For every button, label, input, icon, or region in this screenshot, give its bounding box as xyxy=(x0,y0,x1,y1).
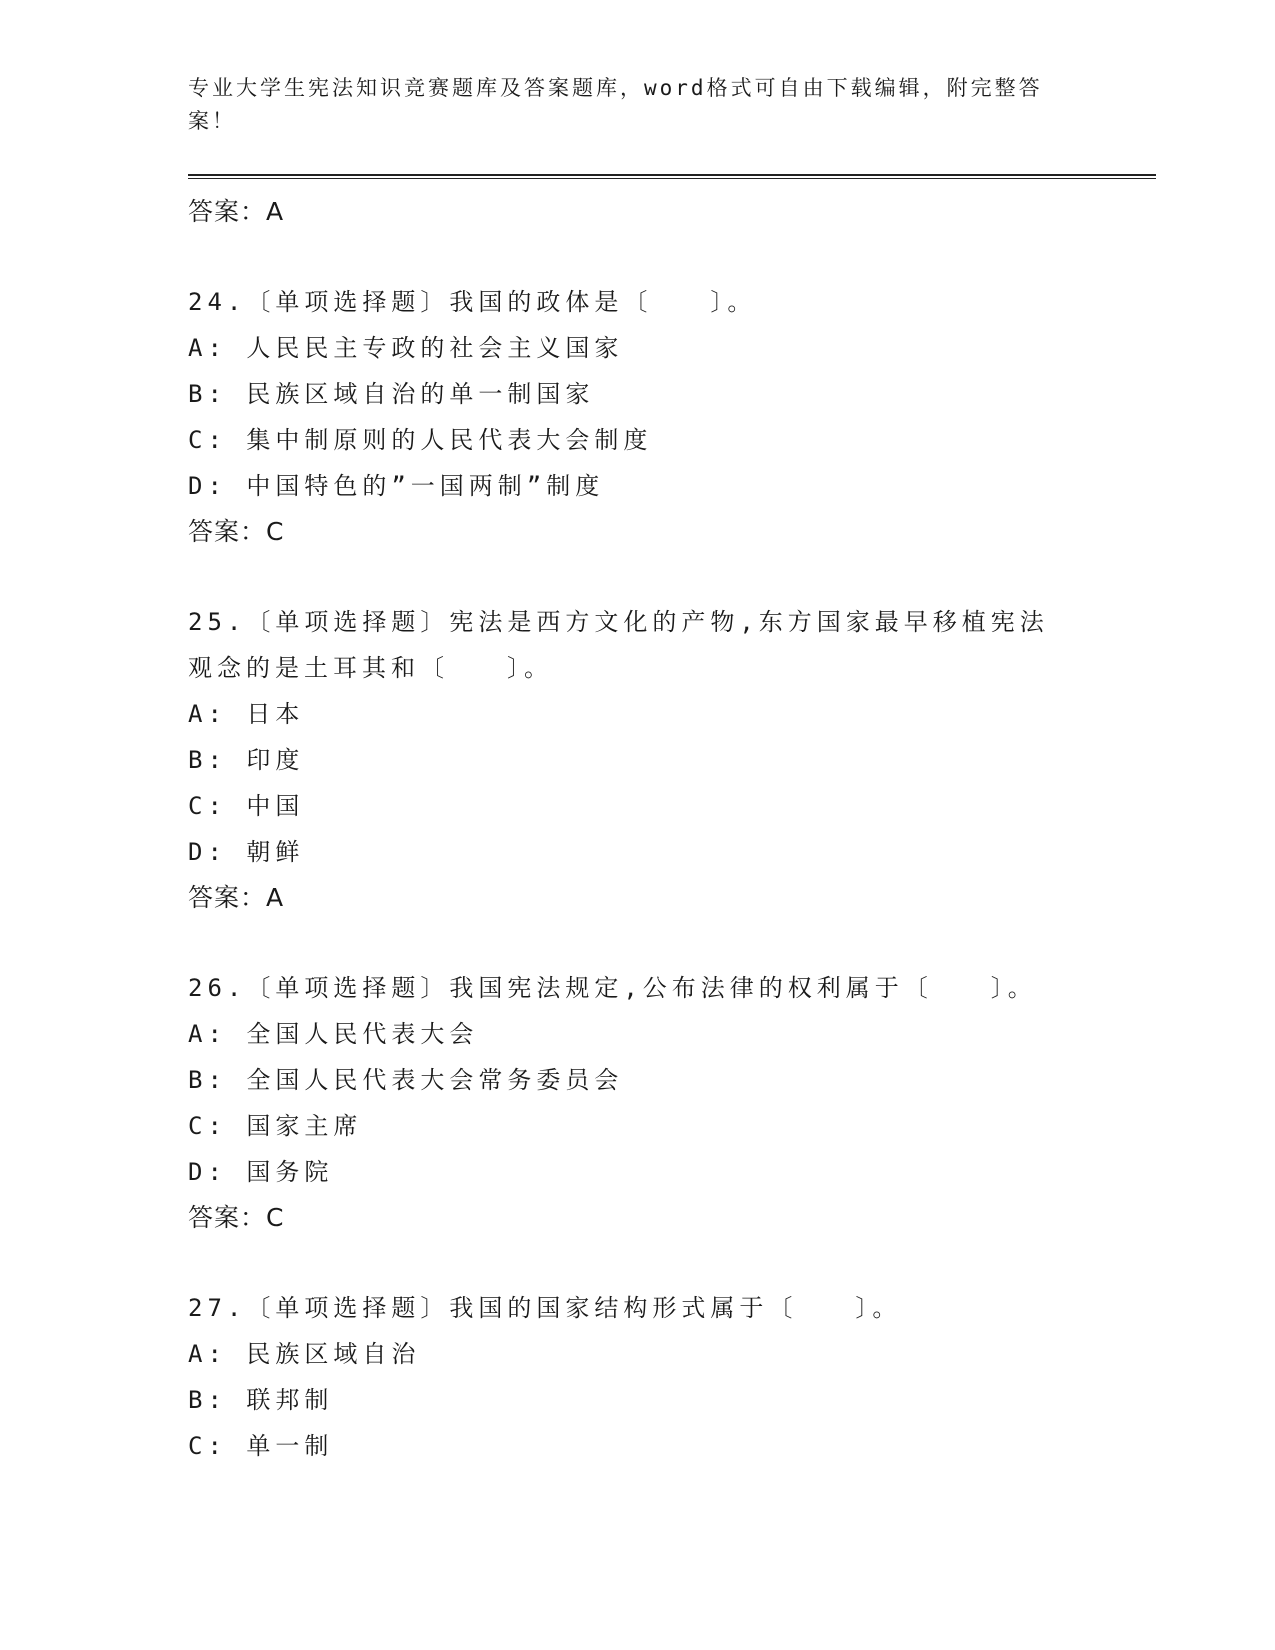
question-stem: 27.〔单项选择题〕我国的国家结构形式属于〔 〕。 xyxy=(188,1294,902,1322)
question-stem: 26.〔单项选择题〕我国宪法规定,公布法律的权利属于〔 〕。 xyxy=(188,974,1037,1002)
question-27 xyxy=(188,1285,1156,1469)
question-stem: 25.〔单项选择题〕宪法是西方文化的产物,东方国家最早移植宪法观念的是土耳其和〔 〕。 xyxy=(188,608,1049,682)
option-b: B: 印度 xyxy=(188,746,305,774)
option-c: C: 国家主席 xyxy=(188,1112,363,1140)
option-d: D: 朝鲜 xyxy=(188,838,305,866)
question-24 xyxy=(188,279,1156,555)
question-26 xyxy=(188,965,1156,1241)
option-a: A: 人民民主专政的社会主义国家 xyxy=(188,334,624,362)
option-b: B: 全国人民代表大会常务委员会 xyxy=(188,1066,624,1094)
answer-label: 答案：C xyxy=(188,517,285,546)
answer-label: 答案：A xyxy=(188,883,285,912)
header-divider xyxy=(188,174,1156,179)
option-d: D: 中国特色的”一国两制”制度 xyxy=(188,472,605,500)
answer-label: 答案：A xyxy=(188,197,285,226)
question-stem: 24.〔单项选择题〕我国的政体是〔 〕。 xyxy=(188,288,757,316)
document-page xyxy=(188,72,1156,1469)
option-a: A: 日本 xyxy=(188,700,305,728)
option-b: B: 联邦制 xyxy=(188,1386,334,1414)
option-c: C: 集中制原则的人民代表大会制度 xyxy=(188,426,653,454)
option-c: C: 单一制 xyxy=(188,1432,334,1460)
question-25 xyxy=(188,599,1156,921)
option-b: B: 民族区域自治的单一制国家 xyxy=(188,380,595,408)
option-a: A: 全国人民代表大会 xyxy=(188,1020,479,1048)
option-c: C: 中国 xyxy=(188,792,305,820)
document-header: 专业大学生宪法知识竞赛题库及答案题库，word格式可自由下载编辑，附完整答案！ xyxy=(188,76,1043,133)
option-d: D: 国务院 xyxy=(188,1158,334,1186)
answer-label: 答案：C xyxy=(188,1203,285,1232)
option-a: A: 民族区域自治 xyxy=(188,1340,421,1368)
